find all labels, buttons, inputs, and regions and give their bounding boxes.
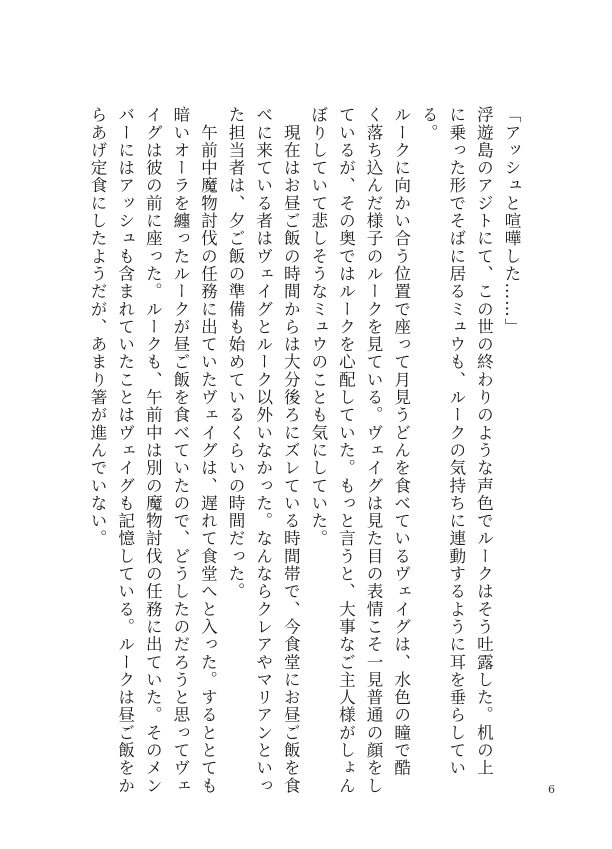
paragraph-3: 午前中魔物討伐の任務に出ていたヴェイグは、遅れて食堂へと入った。するととても 暗いオーラを纏ったルークが昼ご飯を食べていたので、どうしたのだろうと思ってヴェ イグは彼の前に座った。ルークも、午前中は別の魔物討伐の任務に出ていた。そのメン バーにはアッシュも含まれていたことはヴェイグも記憶している。ルークは昼ご飯をか らあげ定食にしたようだが、あまり箸が進んでいない。 <box>88 106 218 795</box>
paragraph-dialogue: 「アッシュと喧嘩した……」 <box>502 106 521 336</box>
page-number: 6 <box>548 783 555 796</box>
paragraph-1: 浮遊島のアジトにて、この世の終わりのような声色でルークはそう吐露した。机の上 に乗った形でそばに居るミュウも、ルークの気持ちに連動するように耳を垂らしている。 ルークに向かい合う位置で座って月見うどんを食べているヴェイグは、水色の瞳で酷 く落ち込んだ様子のルークを見ている。ヴェイグは見た目の表情こそ一見普通の顔をし ているが、その奥ではルークを心配していた。もっと言うと、大事なご主人様がしょん ぼりしていて悲しそうなミュウのことも気にしていた。 <box>308 106 494 795</box>
vertical-text-body <box>85 106 525 806</box>
paragraph-2: 現在はお昼ご飯の時間からは大分後ろにズレている時間帯で、今食堂にお昼ご飯を食 べに来ている者はヴェイグとルーク以外いなかった。なんならクレアやマリアンといっ た担当者は、夕ご飯の準備も始めているくらいの時間だった。 <box>226 106 301 795</box>
